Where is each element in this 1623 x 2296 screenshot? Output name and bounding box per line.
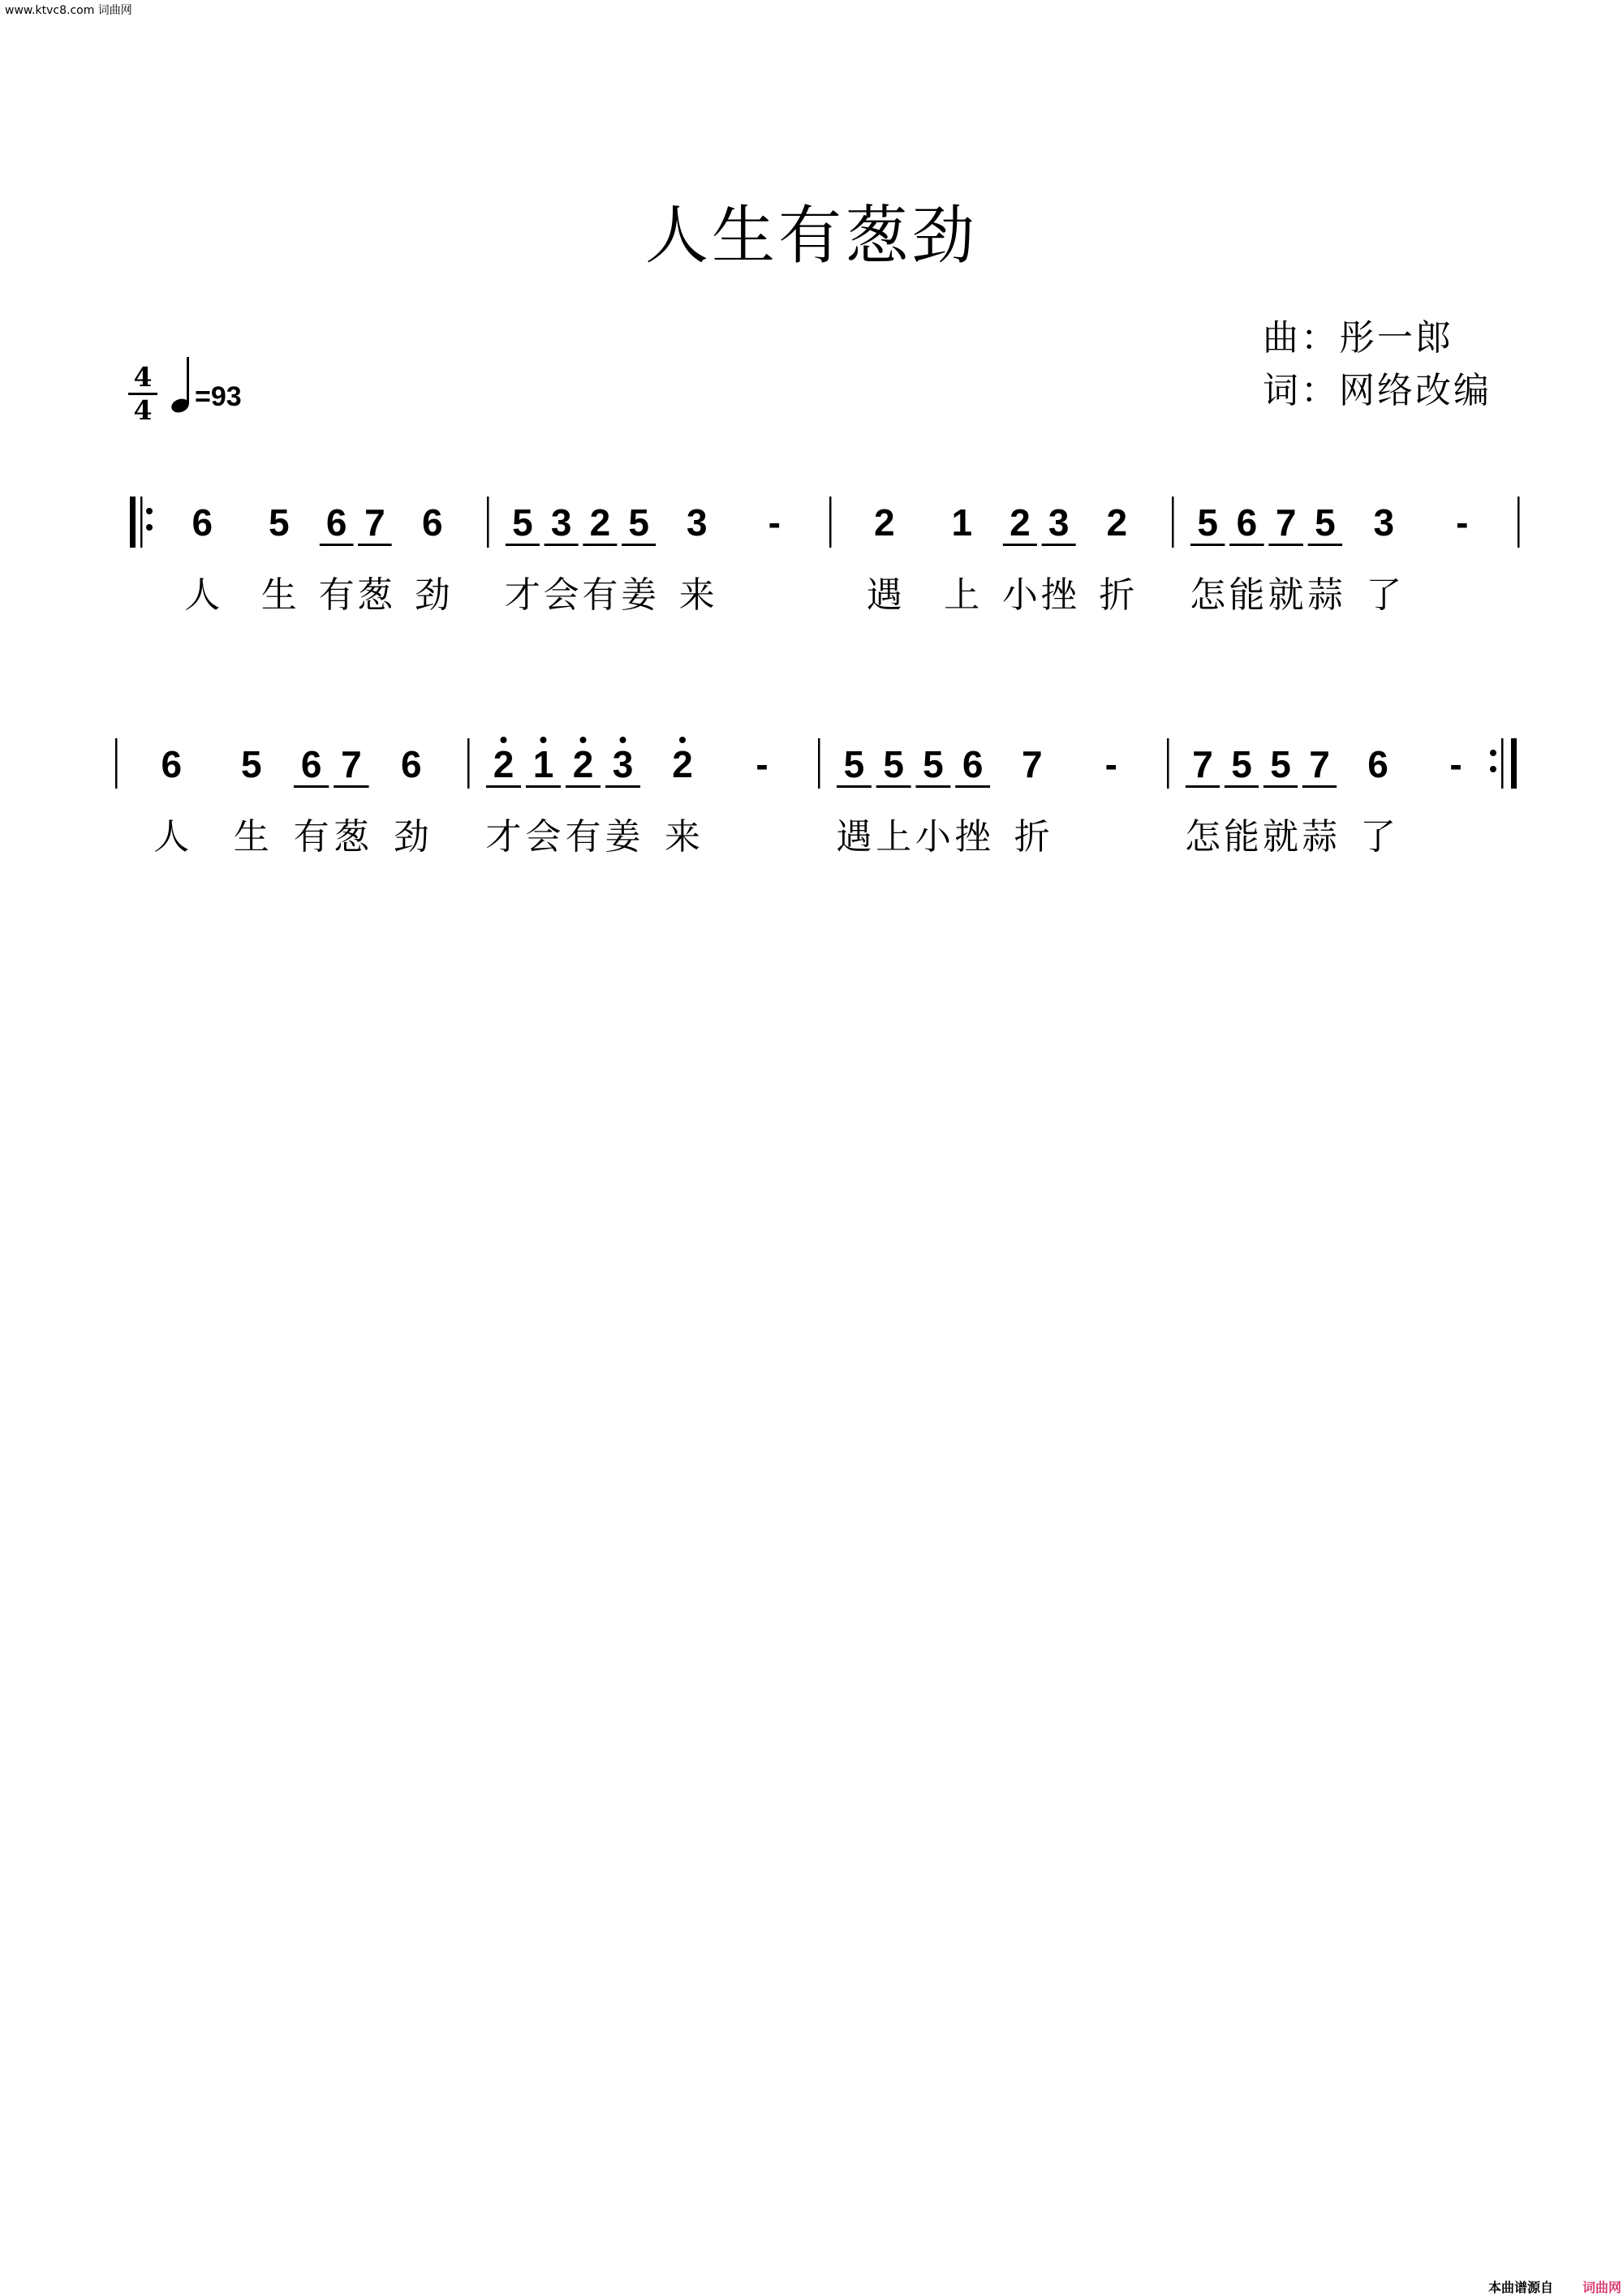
lyric-syllable: 能 bbox=[1224, 816, 1259, 858]
lyric-syllable: 有 bbox=[582, 574, 618, 616]
lyric-syllable: 生 bbox=[233, 816, 269, 858]
underline-beam bbox=[294, 785, 329, 788]
lyric-syllable: 姜 bbox=[621, 574, 657, 616]
note-digit: 5 bbox=[1197, 501, 1218, 544]
note-digit: 5 bbox=[512, 501, 533, 544]
note-digit: 7 bbox=[1021, 743, 1043, 785]
note-digit: 5 bbox=[240, 743, 262, 785]
underline-beam bbox=[506, 544, 540, 546]
lyric-syllable: 有 bbox=[565, 816, 601, 858]
footer-site: 词曲网 bbox=[1582, 2280, 1622, 2295]
lyric-syllable: 来 bbox=[678, 574, 715, 616]
underline-beam bbox=[955, 785, 990, 788]
lyric-syllable: 人 bbox=[184, 574, 221, 616]
lyric-syllable: 挫 bbox=[954, 816, 991, 858]
lyric-syllable: 劲 bbox=[393, 816, 429, 858]
underline-beam bbox=[545, 544, 579, 546]
time-signature-bottom: 4 bbox=[133, 394, 153, 426]
lyric-syllable: 怎 bbox=[1190, 574, 1226, 616]
dash: - bbox=[768, 501, 781, 544]
song-title: 人生有葱劲 bbox=[644, 200, 978, 273]
note-digit: 5 bbox=[1231, 743, 1252, 785]
dash: - bbox=[1104, 743, 1117, 785]
lyric-syllable: 遇 bbox=[836, 816, 872, 858]
lyric-syllable: 有 bbox=[293, 816, 329, 858]
underline-beam bbox=[1042, 544, 1076, 546]
lyric-syllable: 上 bbox=[876, 816, 912, 858]
lyric-syllable: 了 bbox=[1360, 816, 1396, 858]
underline-beam bbox=[1003, 544, 1037, 546]
note-digit: 7 bbox=[364, 501, 385, 544]
repeat-dot bbox=[1490, 766, 1496, 772]
repeat-dot bbox=[146, 508, 153, 514]
note-digit: 3 bbox=[686, 501, 708, 544]
underline-beam bbox=[1268, 544, 1302, 546]
lyric-syllable: 遇 bbox=[866, 574, 902, 616]
note-digit: 7 bbox=[1192, 743, 1213, 785]
lyric-syllable: 人 bbox=[153, 816, 190, 858]
lyric-syllable: 会 bbox=[543, 574, 579, 616]
lyric-syllable: 就 bbox=[1263, 816, 1298, 858]
underline-beam bbox=[1264, 785, 1298, 788]
note-digit: 1 bbox=[532, 743, 554, 785]
note-digit: 6 bbox=[192, 501, 213, 544]
underline-beam bbox=[526, 785, 561, 788]
note-digit: 6 bbox=[300, 743, 322, 785]
underline-beam bbox=[915, 785, 950, 788]
note-digit: 5 bbox=[628, 501, 649, 544]
high-octave-dot bbox=[501, 737, 507, 743]
underline-beam bbox=[1225, 785, 1259, 788]
underline-beam bbox=[1190, 544, 1225, 546]
lyric-syllable: 才 bbox=[485, 816, 522, 858]
lyric-syllable: 怎 bbox=[1185, 816, 1220, 858]
lyric-syllable: 小 bbox=[915, 816, 951, 858]
underline-beam bbox=[358, 544, 392, 546]
underline-beam bbox=[605, 785, 640, 788]
high-octave-dot bbox=[580, 737, 587, 743]
note-digit: 3 bbox=[1048, 501, 1070, 544]
underline-beam bbox=[1308, 544, 1342, 546]
note-digit: 6 bbox=[1236, 501, 1258, 544]
note-digit: 3 bbox=[612, 743, 634, 785]
note-digit: 2 bbox=[1010, 501, 1031, 544]
bar-line bbox=[1172, 497, 1174, 548]
bar-line bbox=[829, 497, 832, 548]
bar-line bbox=[115, 738, 118, 789]
repeat-start-thick-bar bbox=[130, 497, 136, 548]
lyric-syllable: 葱 bbox=[356, 574, 393, 616]
note-digit: 3 bbox=[1373, 501, 1395, 544]
note-digit: 1 bbox=[951, 501, 973, 544]
lyric-syllable: 来 bbox=[665, 816, 700, 858]
note-digit: 2 bbox=[1106, 501, 1128, 544]
underline-beam bbox=[583, 544, 617, 546]
lyric-syllable: 小 bbox=[1001, 574, 1038, 616]
note-digit: 2 bbox=[589, 501, 611, 544]
lyric-syllable: 蒜 bbox=[1302, 816, 1337, 858]
dash: - bbox=[1449, 743, 1462, 785]
note-digit: 5 bbox=[268, 501, 290, 544]
underline-beam bbox=[1186, 785, 1220, 788]
note-digit: 6 bbox=[1367, 743, 1388, 785]
note-digit: 5 bbox=[883, 743, 904, 785]
tempo-value: =93 bbox=[195, 381, 242, 412]
note-digit: 5 bbox=[843, 743, 865, 785]
composer-credit: 曲：彤一郎 bbox=[1263, 317, 1453, 359]
underline-beam bbox=[1229, 544, 1264, 546]
lyric-syllable: 能 bbox=[1229, 574, 1265, 616]
lyric-syllable: 劲 bbox=[414, 574, 450, 616]
bar-line bbox=[1518, 497, 1520, 548]
bar-line bbox=[818, 738, 820, 789]
underline-beam bbox=[1302, 785, 1337, 788]
note-digit: 6 bbox=[325, 501, 347, 544]
high-octave-dot bbox=[620, 737, 626, 743]
note-digit: 6 bbox=[421, 501, 443, 544]
high-octave-dot bbox=[540, 737, 547, 743]
note-digit: 2 bbox=[672, 743, 693, 785]
repeat-start-thin-bar bbox=[140, 497, 143, 548]
note-digit: 2 bbox=[493, 743, 514, 785]
repeat-end-thin-bar bbox=[1501, 738, 1504, 789]
lyric-syllable: 才 bbox=[504, 574, 540, 616]
note-digit: 5 bbox=[1315, 501, 1336, 544]
lyric-syllable: 蒜 bbox=[1307, 574, 1343, 616]
lyric-syllable: 上 bbox=[944, 574, 980, 616]
time-signature-top: 4 bbox=[133, 361, 153, 393]
note-digit: 2 bbox=[873, 501, 895, 544]
note-digit: 2 bbox=[572, 743, 594, 785]
footer-source: 本曲谱源自 bbox=[1488, 2280, 1554, 2295]
underline-beam bbox=[566, 785, 601, 788]
lyric-syllable: 挫 bbox=[1040, 574, 1077, 616]
dash: - bbox=[756, 743, 768, 785]
underline-beam bbox=[622, 544, 656, 546]
underline-beam bbox=[320, 544, 354, 546]
repeat-dot bbox=[1490, 750, 1496, 756]
note-digit: 5 bbox=[1270, 743, 1291, 785]
note-digit: 6 bbox=[962, 743, 984, 785]
note-digit: 3 bbox=[550, 501, 572, 544]
high-octave-dot bbox=[679, 737, 686, 743]
lyric-syllable: 姜 bbox=[605, 816, 641, 858]
underline-beam bbox=[837, 785, 872, 788]
underline-beam bbox=[876, 785, 911, 788]
lyric-syllable: 有 bbox=[318, 574, 355, 616]
lyric-syllable: 折 bbox=[1099, 574, 1135, 616]
lyric-syllable: 生 bbox=[260, 574, 297, 616]
lyric-syllable: 葱 bbox=[333, 816, 369, 858]
repeat-dot bbox=[146, 524, 153, 531]
note-digit: 6 bbox=[400, 743, 422, 785]
note-digit: 5 bbox=[923, 743, 944, 785]
note-digit: 7 bbox=[1309, 743, 1330, 785]
lyric-syllable: 就 bbox=[1268, 574, 1304, 616]
lyricist-credit: 词：网络改编 bbox=[1263, 370, 1492, 411]
underline-beam bbox=[486, 785, 521, 788]
note-digit: 6 bbox=[161, 743, 183, 785]
note-digit: 7 bbox=[341, 743, 362, 785]
bar-line bbox=[467, 738, 470, 789]
bar-line bbox=[487, 497, 489, 548]
underline-beam bbox=[334, 785, 368, 788]
watermark: www.ktvc8.com 词曲网 bbox=[5, 4, 132, 17]
bar-line bbox=[1167, 738, 1169, 789]
repeat-end-thick-bar bbox=[1511, 738, 1517, 789]
lyric-syllable: 会 bbox=[525, 816, 562, 858]
lyric-syllable: 了 bbox=[1366, 574, 1402, 616]
note-digit: 7 bbox=[1275, 501, 1297, 544]
dash: - bbox=[1456, 501, 1469, 544]
lyric-syllable: 折 bbox=[1014, 816, 1050, 858]
